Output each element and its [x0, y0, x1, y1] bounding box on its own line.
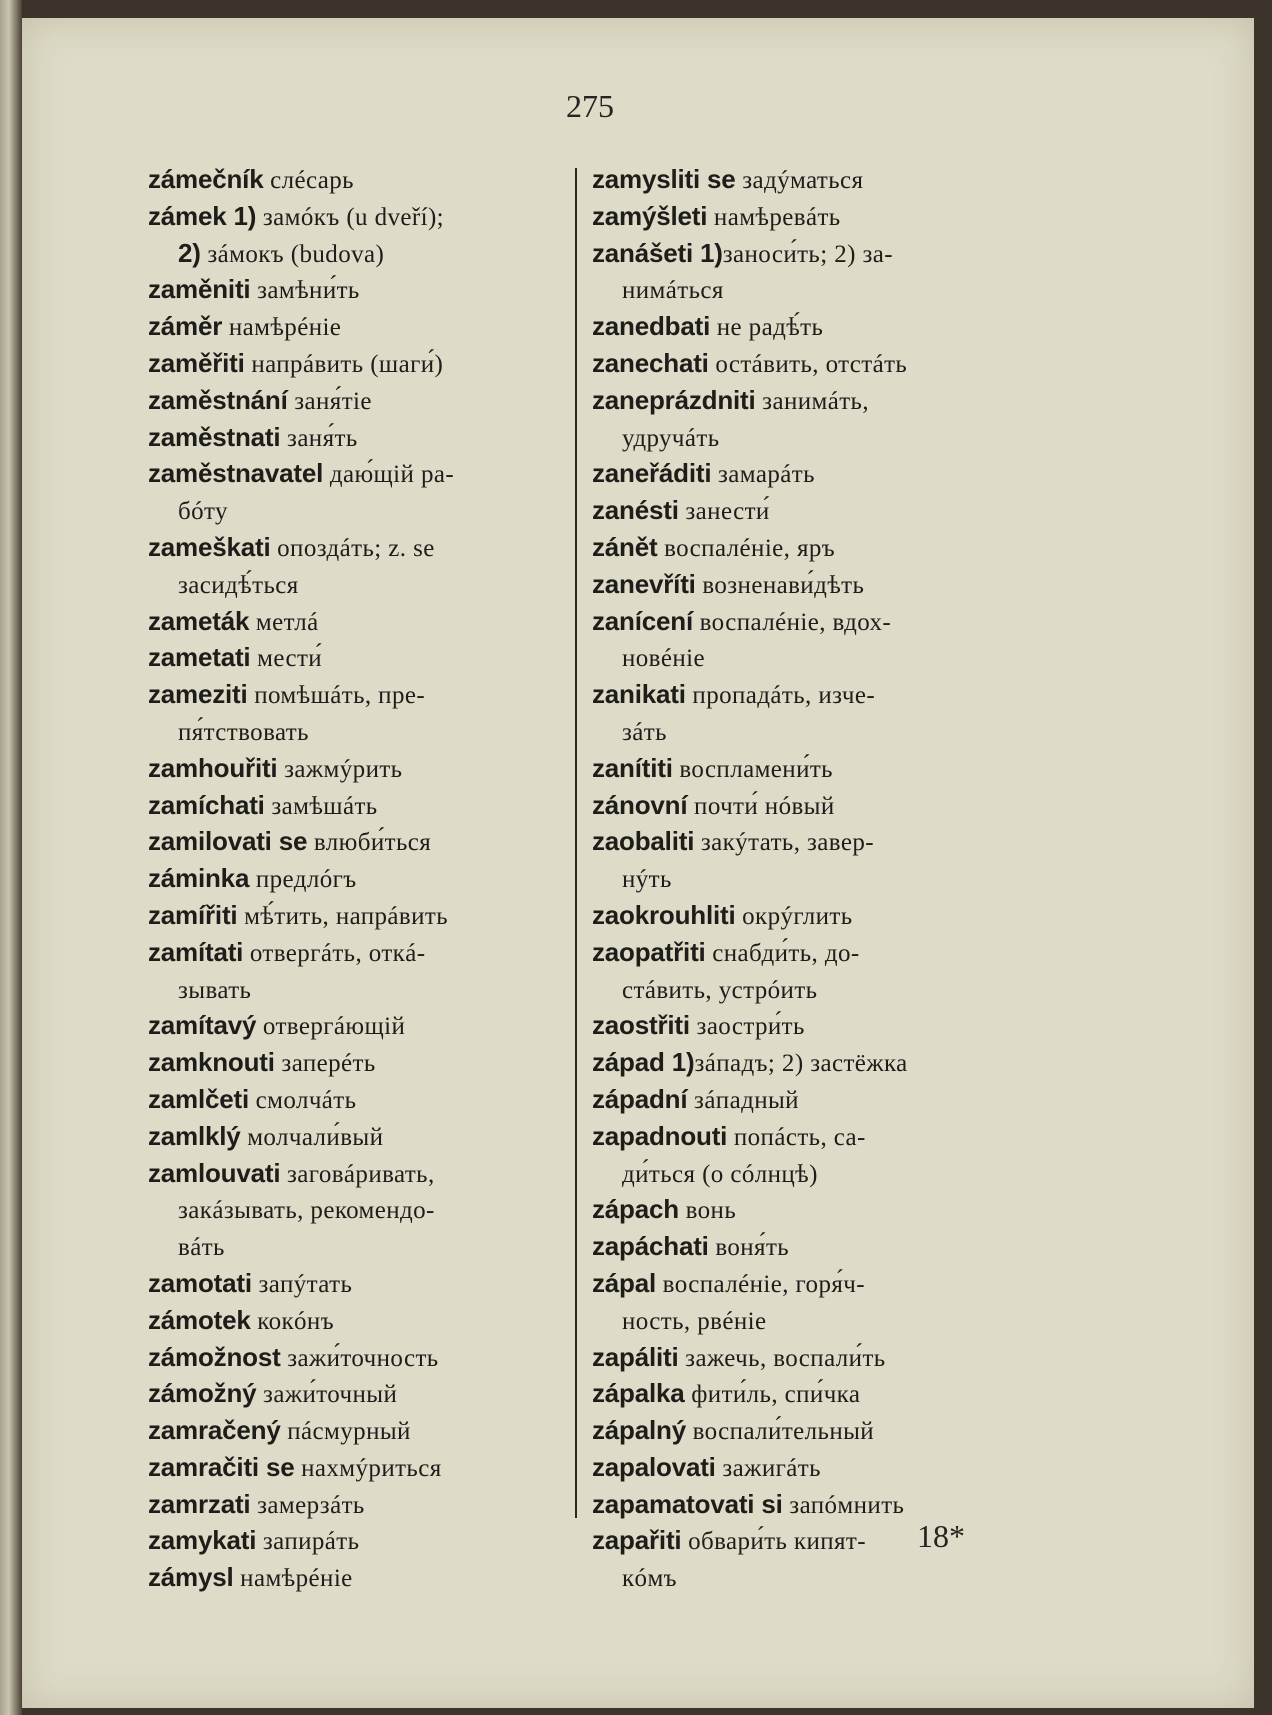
headword: zanášeti 1): [592, 237, 723, 268]
dictionary-entry: [592, 1340, 1014, 1377]
dictionary-entry: [148, 1560, 568, 1597]
translation: заноси́ть; 2) за-: [722, 240, 893, 268]
translation: мѣ́тить, напрáвить: [237, 902, 449, 930]
translation: заостри́ть: [689, 1013, 805, 1041]
headword: zápal: [592, 1267, 657, 1298]
dictionary-entry: [592, 493, 1014, 530]
headword: zanedbati: [592, 311, 711, 342]
dictionary-entry: [592, 604, 1014, 641]
translation: воспалéніе, вдох-: [693, 608, 892, 636]
headword: zánovní: [592, 789, 688, 820]
dictionary-entry: [592, 1450, 1014, 1487]
headword: zapařiti: [592, 1525, 682, 1556]
headword: zamlouvati: [148, 1157, 281, 1188]
dictionary-entry: [592, 456, 1014, 493]
translation: зажмýрить: [277, 755, 403, 783]
translation: обвари́ть кипят-: [681, 1528, 866, 1556]
left-column: [148, 162, 568, 1597]
dictionary-entry: [592, 420, 1014, 457]
dictionary-entry: [148, 1340, 568, 1377]
translation: зажигáть: [715, 1454, 821, 1482]
headword: zámožný: [148, 1378, 257, 1409]
translation: нýть: [622, 866, 672, 894]
headword: zameták: [148, 605, 250, 636]
dictionary-entry: [148, 309, 568, 346]
signature-mark: 18*: [917, 1518, 965, 1554]
translation: предлóгъ: [249, 866, 357, 894]
dictionary-entry: [592, 714, 1014, 751]
headword: zamhouřiti: [148, 752, 278, 783]
headword: záminka: [148, 863, 250, 894]
headword: západní: [592, 1083, 688, 1114]
headword: zametati: [148, 642, 251, 673]
headword: zamračený: [148, 1415, 281, 1446]
dictionary-entry: [592, 640, 1014, 677]
translation: метлá: [249, 608, 319, 636]
dictionary-entry: [148, 236, 568, 273]
translation: нимáться: [622, 277, 724, 305]
translation: новéніе: [622, 645, 706, 673]
dictionary-entry: [148, 1266, 568, 1303]
translation: замерзáть: [250, 1491, 365, 1519]
translation: намѣрéніе: [222, 314, 342, 342]
headword: zaměstnati: [148, 421, 281, 452]
headword: zaokrouhliti: [592, 899, 736, 930]
translation: стáвить, устрóить: [622, 976, 818, 1004]
headword: zámotek: [148, 1304, 251, 1335]
headword: zanevříti: [592, 568, 696, 599]
dictionary-entry: [592, 530, 1014, 567]
dictionary-entry: [148, 788, 568, 825]
headword: zamíchati: [148, 789, 265, 820]
headword: zaobaliti: [592, 826, 695, 857]
translation: намѣревáть: [707, 203, 841, 231]
dictionary-entry: [592, 1045, 1014, 1082]
translation: воспалéніе, горя́ч-: [656, 1270, 865, 1298]
dictionary-entry: [148, 383, 568, 420]
translation: нахмýриться: [294, 1454, 442, 1482]
dictionary-entry: [148, 1045, 568, 1082]
dictionary-entry: [592, 1266, 1014, 1303]
translation: кокóнъ: [250, 1307, 335, 1335]
headword: zámek 1): [148, 200, 257, 231]
translation: зажечь, воспали́ть: [678, 1344, 886, 1372]
translation: мести́: [250, 645, 323, 673]
headword: zamlklý: [148, 1120, 241, 1151]
dictionary-entry: [148, 604, 568, 641]
dictionary-entry: [148, 640, 568, 677]
dictionary-entry: [592, 1156, 1014, 1193]
translation: запирáть: [256, 1528, 360, 1556]
headword: zaneřáditi: [592, 458, 712, 489]
translation: намѣрéніе: [233, 1565, 353, 1593]
translation: напрáвить (шаги́): [244, 350, 444, 378]
headword: zámysl: [148, 1562, 234, 1593]
headword: zápalný: [592, 1415, 686, 1446]
headword: zapáliti: [592, 1341, 679, 1372]
dictionary-entry: [148, 824, 568, 861]
translation: зáпадъ; 2) застёжка: [694, 1050, 908, 1078]
dictionary-entry: [592, 677, 1014, 714]
dictionary-entry: [148, 346, 568, 383]
dictionary-entry: [592, 861, 1014, 898]
dictionary-entry: [148, 493, 568, 530]
translation: заперéть: [274, 1050, 376, 1078]
dictionary-entry: [592, 1008, 1014, 1045]
dictionary-entry: [148, 272, 568, 309]
dictionary-entry: [592, 1192, 1014, 1229]
headword: zaměniti: [148, 274, 251, 305]
dictionary-entry: [592, 383, 1014, 420]
translation: закáзывать, рекомендо-: [178, 1197, 435, 1225]
translation: зáмокъ (budova): [200, 240, 385, 268]
dictionary-entry: [592, 236, 1014, 273]
dictionary-entry: [592, 272, 1014, 309]
dictionary-entry: [592, 1119, 1014, 1156]
headword: zanítiti: [592, 752, 673, 783]
translation: засидѣ́ться: [178, 571, 299, 599]
dictionary-entry: [592, 1303, 1014, 1340]
translation: кóмъ: [622, 1565, 677, 1593]
dictionary-entry: [592, 162, 1014, 199]
translation: возненави́дѣть: [695, 571, 865, 599]
headword: západ 1): [592, 1047, 695, 1078]
dictionary-entry: [148, 751, 568, 788]
headword: zanikati: [592, 679, 686, 710]
translation: задýматься: [735, 167, 864, 194]
translation: занимáть,: [755, 387, 870, 415]
translation: зажи́точный: [256, 1381, 398, 1409]
translation: замѣшáть: [264, 792, 378, 820]
headword: zápach: [592, 1194, 679, 1225]
headword: zamknouti: [148, 1047, 275, 1078]
dictionary-entry: [148, 1450, 568, 1487]
headword: zánět: [592, 531, 658, 562]
translation: закýтать, завер-: [694, 829, 874, 857]
dictionary-entry: [592, 824, 1014, 861]
translation: слéсарь: [263, 167, 354, 194]
dictionary-entry: [148, 861, 568, 898]
dictionary-entry: [148, 456, 568, 493]
translation: замóкъ (u dveří);: [256, 203, 445, 231]
translation: заговáривать,: [280, 1160, 435, 1188]
dictionary-entry: [148, 420, 568, 457]
headword: zamítavý: [148, 1010, 257, 1041]
translation: смолчáть: [249, 1086, 357, 1114]
translation: молчали́вый: [240, 1123, 384, 1151]
headword: zamrzati: [148, 1488, 251, 1519]
translation: воспламени́ть: [672, 755, 833, 783]
dictionary-entry: [592, 567, 1014, 604]
headword: zanícení: [592, 605, 693, 636]
translation: не радѣ́ть: [710, 314, 824, 342]
translation: запóмнить: [782, 1491, 905, 1519]
headword: zapadnouti: [592, 1120, 728, 1151]
headword: zanésti: [592, 495, 679, 526]
translation: отвергáть, откá-: [243, 939, 426, 967]
dictionary-entry: [592, 309, 1014, 346]
translation: пропадáть, изче-: [685, 682, 876, 710]
dictionary-entry: [592, 1560, 1014, 1597]
book-spine: [0, 0, 22, 1715]
headword: zápalka: [592, 1378, 685, 1409]
headword: zamysliti se: [592, 164, 736, 194]
translation: зывать: [178, 976, 252, 1004]
dictionary-entry: [148, 199, 568, 236]
headword: zamykati: [148, 1525, 257, 1556]
dictionary-entry: [148, 972, 568, 1009]
dictionary-entry: [148, 1376, 568, 1413]
headword: zamítati: [148, 936, 244, 967]
translation: окрýглить: [735, 902, 853, 930]
headword: zaměstnavatel: [148, 458, 324, 489]
translation: зáпадный: [687, 1086, 799, 1114]
dictionary-entry: [148, 1413, 568, 1450]
column-divider: [575, 168, 577, 1518]
dictionary-entry: [592, 898, 1014, 935]
translation: замарáть: [711, 461, 815, 489]
dictionary-entry: [148, 1082, 568, 1119]
headword: zaměřiti: [148, 347, 245, 378]
headword: zanechati: [592, 347, 709, 378]
dictionary-entry: [148, 1192, 568, 1229]
dictionary-entry: [592, 1229, 1014, 1266]
dictionary-entry: [592, 972, 1014, 1009]
headword: zamlčeti: [148, 1083, 250, 1114]
translation: фити́ль, спи́чка: [684, 1381, 861, 1409]
translation: воспали́тельный: [685, 1418, 875, 1446]
translation: заня́тіе: [287, 387, 372, 415]
headword: zameziti: [148, 679, 248, 710]
headword: zámožnost: [148, 1341, 281, 1372]
dictionary-entry: [148, 530, 568, 567]
dictionary-entry: [592, 1376, 1014, 1413]
translation: влюби́ться: [307, 829, 432, 857]
translation: опоздáть; z. se: [270, 534, 435, 562]
page-number: 275: [566, 88, 614, 124]
translation: вонь: [678, 1197, 737, 1225]
headword: zamilovati se: [148, 826, 308, 857]
translation: ди́ться (о сóлнцѣ): [622, 1160, 818, 1188]
translation: зажи́точность: [280, 1344, 439, 1372]
headword: zameškati: [148, 531, 271, 562]
translation: снабди́ть, до-: [705, 939, 860, 967]
dictionary-entry: [148, 1487, 568, 1524]
translation: попáсть, са-: [727, 1123, 866, 1151]
dictionary-entry: [592, 346, 1014, 383]
translation: запýтать: [251, 1270, 353, 1298]
headword: zámečník: [148, 164, 264, 194]
dictionary-entry: [148, 567, 568, 604]
dictionary-entry: [592, 751, 1014, 788]
headword: zamotati: [148, 1267, 252, 1298]
translation: бóту: [178, 498, 228, 526]
translation: пя́тствовать: [178, 718, 309, 746]
right-column: [592, 162, 1014, 1597]
headword: zapalovati: [592, 1451, 716, 1482]
dictionary-entry: [592, 935, 1014, 972]
headword: zaneprázdniti: [592, 384, 756, 415]
headword: zaopatřiti: [592, 936, 706, 967]
dictionary-entry: [148, 935, 568, 972]
translation: остáвить, отстáть: [708, 350, 908, 378]
headword: zamýšleti: [592, 200, 708, 231]
headword: 2): [178, 237, 201, 268]
dictionary-entry: [592, 199, 1014, 236]
headword: zamířiti: [148, 899, 238, 930]
headword: zapáchati: [592, 1231, 709, 1262]
translation: почти́ нóвый: [687, 792, 835, 820]
dictionary-entry: [148, 1303, 568, 1340]
translation: даю́щій ра-: [323, 461, 455, 489]
translation: заня́ть: [280, 424, 358, 452]
dictionary-entry: [148, 162, 568, 199]
headword: zapamatovati si: [592, 1488, 783, 1519]
dictionary-entry: [148, 1229, 568, 1266]
dictionary-entry: [148, 1008, 568, 1045]
dictionary-entry: [148, 1523, 568, 1560]
translation: воня́ть: [708, 1234, 790, 1262]
headword: zamračiti se: [148, 1451, 295, 1482]
translation: ность, рвéніе: [622, 1307, 767, 1335]
dictionary-entry: [148, 1119, 568, 1156]
translation: отвергáющій: [256, 1013, 406, 1041]
translation: удручáть: [622, 424, 720, 452]
dictionary-entry: [592, 788, 1014, 825]
translation: помѣшáть, пре-: [247, 682, 426, 710]
dictionary-entry: [592, 1082, 1014, 1119]
headword: záměr: [148, 311, 223, 342]
translation: зáть: [622, 718, 667, 746]
translation: занести́: [678, 498, 770, 526]
translation: замѣни́ть: [250, 277, 360, 305]
translation: пáсмурный: [280, 1418, 411, 1446]
translation: вáть: [178, 1234, 225, 1262]
dictionary-entry: [148, 1156, 568, 1193]
translation: воспалéніе, яръ: [657, 534, 836, 562]
dictionary-entry: [148, 677, 568, 714]
headword: zaměstnání: [148, 384, 288, 415]
dictionary-entry: [148, 898, 568, 935]
headword: zaostřiti: [592, 1010, 690, 1041]
dictionary-entry: [148, 714, 568, 751]
dictionary-entry: [592, 1413, 1014, 1450]
